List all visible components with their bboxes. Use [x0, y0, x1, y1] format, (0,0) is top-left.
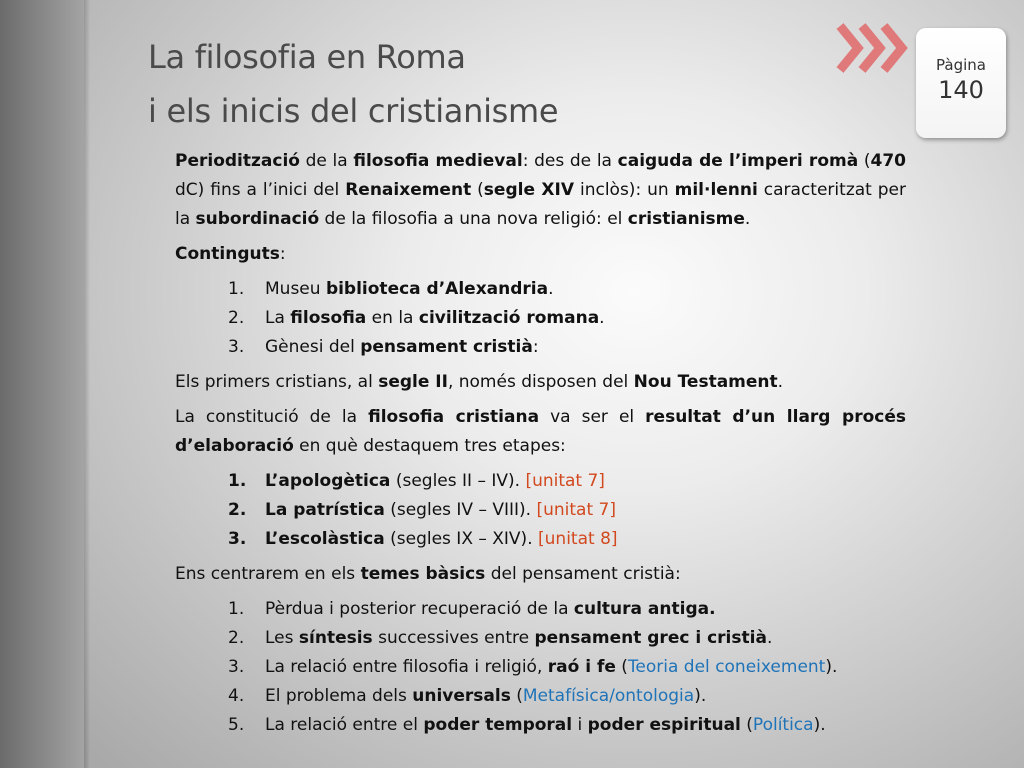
unit-reference: [unitat 8]	[538, 529, 618, 549]
list-item: 1. L’apologètica (segles II – IV). [unitat 7]	[228, 471, 605, 491]
list-item: 2. Les síntesis successives entre pensament grec i cristià.	[228, 628, 773, 648]
politica-link: Política	[752, 715, 814, 735]
list-item: 2. La patrística (segles IV – VIII). [unitat 7]	[228, 500, 616, 520]
list-item: 1. Museu biblioteca d’Alexandria.	[228, 279, 554, 299]
list-item: 2. La filosofia en la civilització romana.	[228, 308, 605, 328]
list-item: 3. Gènesi del pensament cristià:	[228, 337, 539, 357]
continguts-list	[175, 275, 906, 362]
slide-content	[175, 147, 906, 746]
unit-reference: [unitat 7]	[525, 471, 605, 491]
primers-cristians-paragraph: Els primers cristians, al segle II, només disposen del Nou Testament.	[175, 372, 784, 392]
etapes-list	[175, 467, 906, 554]
list-item: 3. La relació entre filosofia i religió, raó i fe (Teoria del coneixement).	[228, 657, 838, 677]
page-number-box	[916, 28, 1006, 138]
list-item: 3. L’escolàstica (segles IX – XIV). [unitat 8]	[228, 529, 618, 549]
slide-title-line-2: i els inicis del cristianisme	[148, 92, 559, 130]
metafisica-link: Metafísica/ontologia	[522, 686, 695, 706]
list-item: 1. Pèrdua i posterior recuperació de la cultura antiga.	[228, 599, 716, 619]
unit-reference: [unitat 7]	[536, 500, 616, 520]
page-label: Pàgina	[936, 56, 986, 74]
constitucio-paragraph: La constitució de la filosofia cristiana va ser el resultat d’un llarg procés d’elaboració en què destaquem tres etapes:	[175, 407, 906, 456]
continguts-heading: Continguts:	[175, 244, 286, 264]
list-item: 5. La relació entre el poder temporal i poder espiritual (Política).	[228, 715, 826, 735]
page-number: 140	[938, 76, 984, 104]
temes-list	[175, 595, 906, 740]
slide-title-line-1: La filosofia en Roma	[148, 38, 466, 76]
teoria-coneixement-link: Teoria del coneixement	[627, 657, 826, 677]
intro-paragraph: Periodització de la filosofia medieval: des de la caiguda de l’imperi romà (470 dC) fins a l’inici del Renaixement (segle XIV inclòs): un mil·lenni caracteritzat per la subordinació de la filosofia a una nova religió: el cristianisme.	[175, 151, 907, 229]
list-item: 4. El problema dels universals (Metafísica/ontologia).	[228, 686, 707, 706]
chevron-triple-right-icon	[836, 22, 914, 74]
left-decorative-band	[0, 0, 84, 768]
slide-title	[148, 30, 558, 138]
temes-paragraph: Ens centrarem en els temes bàsics del pensament cristià:	[175, 564, 681, 584]
